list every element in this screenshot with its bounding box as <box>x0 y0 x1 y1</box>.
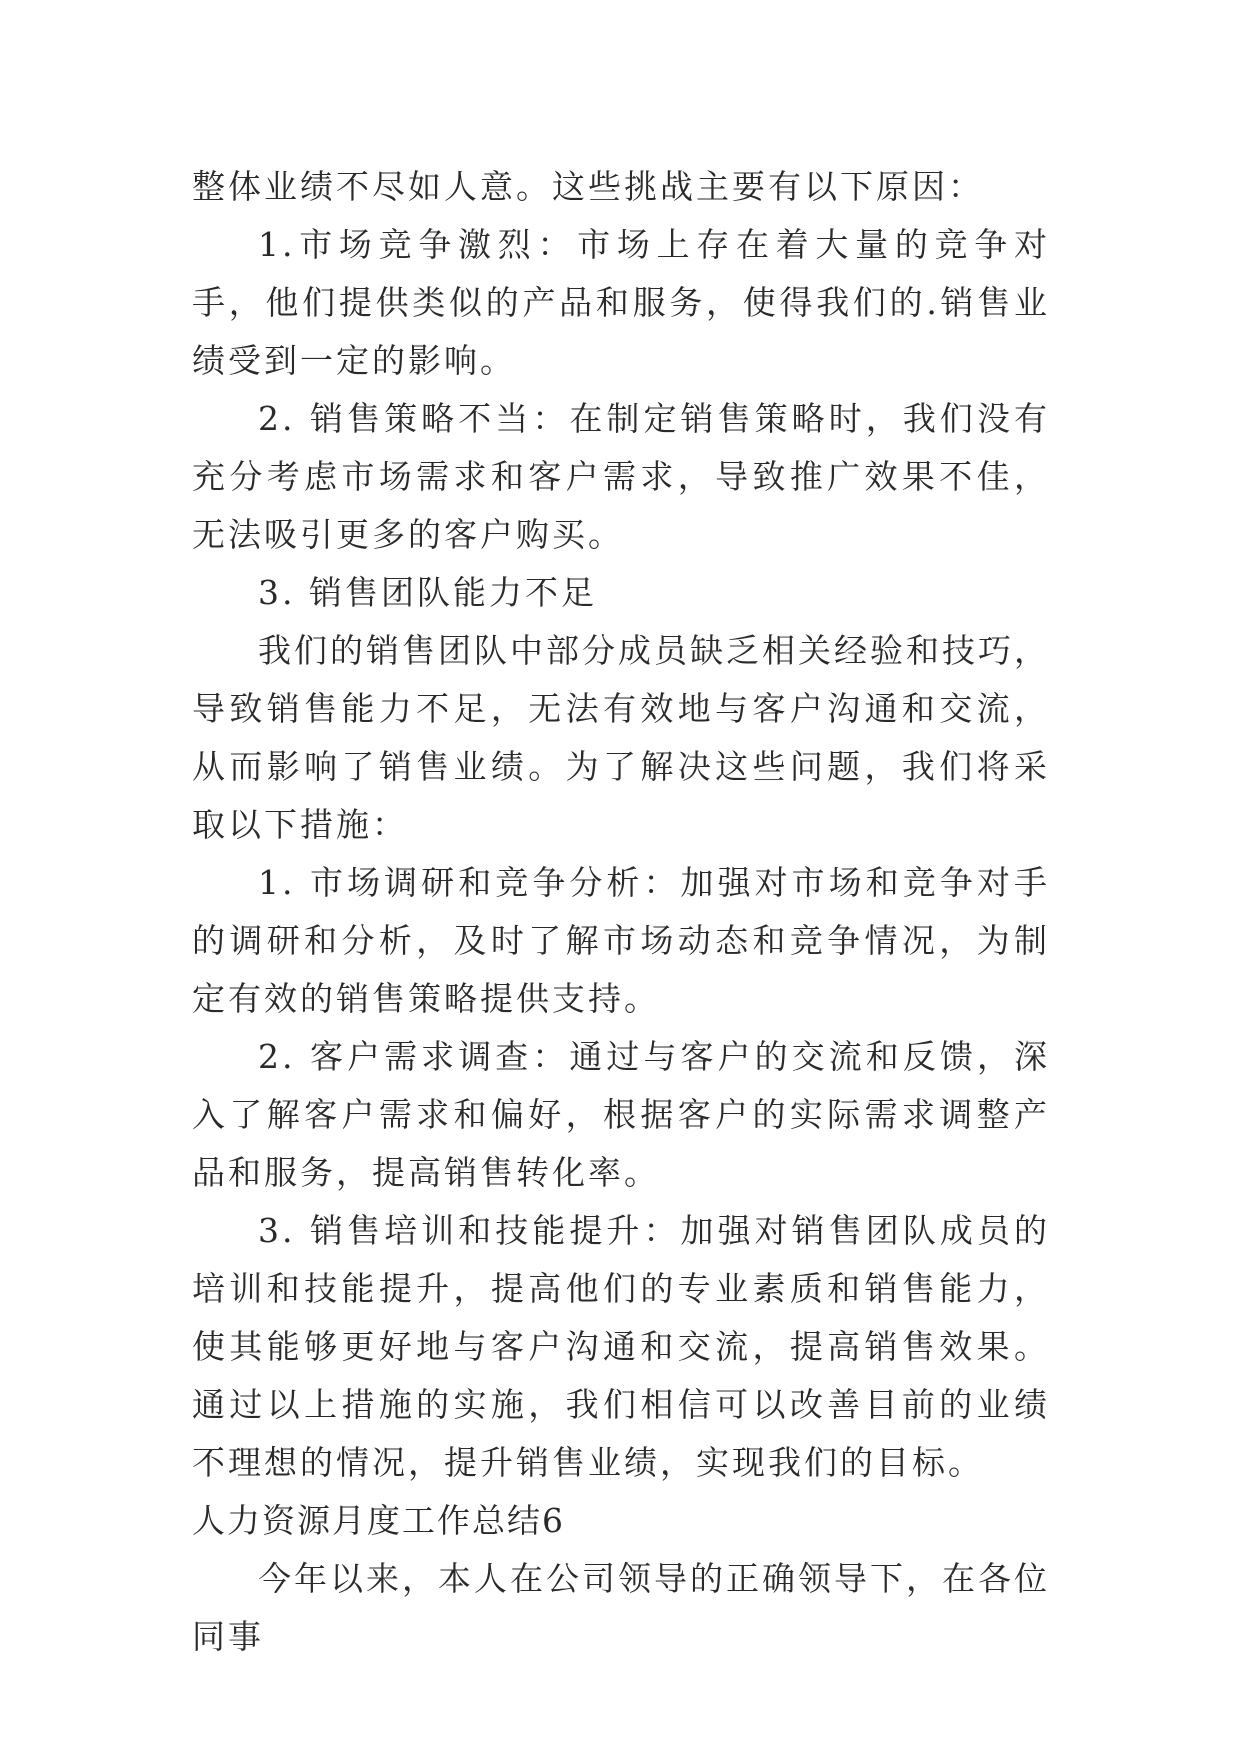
paragraph-reason-3: 3. 销售团队能力不足 <box>258 573 597 612</box>
paragraph-intro: 整体业绩不尽如人意。这些挑战主要有以下原因： <box>192 167 984 206</box>
paragraph-measure-2: 2. 客户需求调查：通过与客户的交流和反馈，深入了解客户需求和偏好，根据客户的实际需求调整产品和服务，提高销售转化率。 <box>192 1037 1050 1192</box>
paragraph-team-analysis: 我们的销售团队中部分成员缺乏相关经验和技巧，导致销售能力不足，无法有效地与客户沟通和交流，从而影响了销售业绩。为了解决这些问题，我们将采取以下措施： <box>192 631 1050 844</box>
paragraph-reason-2: 2. 销售策略不当：在制定销售策略时，我们没有充分考虑市场需求和客户需求，导致推广效果不佳，无法吸引更多的客户购买。 <box>192 399 1050 554</box>
paragraph-measure-1: 1. 市场调研和竞争分析：加强对市场和竞争对手的调研和分析，及时了解市场动态和竞争情况，为制定有效的销售策略提供支持。 <box>192 863 1050 1018</box>
paragraph-reason-1: 1.市场竞争激烈：市场上存在着大量的竞争对手，他们提供类似的产品和服务，使得我们的.销售业绩受到一定的影响。 <box>192 225 1050 380</box>
paragraph-measure-3: 3. 销售培训和技能提升：加强对销售团队成员的培训和技能提升，提高他们的专业素质和销售能力，使其能够更好地与客户沟通和交流，提高销售效果。通过以上措施的实施，我们相信可以改善目前的业绩不理想的情况，提升销售业绩，实现我们的目标。 <box>192 1211 1050 1482</box>
paragraph-section-opening: 今年以来，本人在公司领导的正确领导下，在各位同事 <box>192 1559 1050 1656</box>
section-heading: 人力资源月度工作总结6 <box>192 1501 565 1540</box>
document-body <box>192 158 1050 1666</box>
